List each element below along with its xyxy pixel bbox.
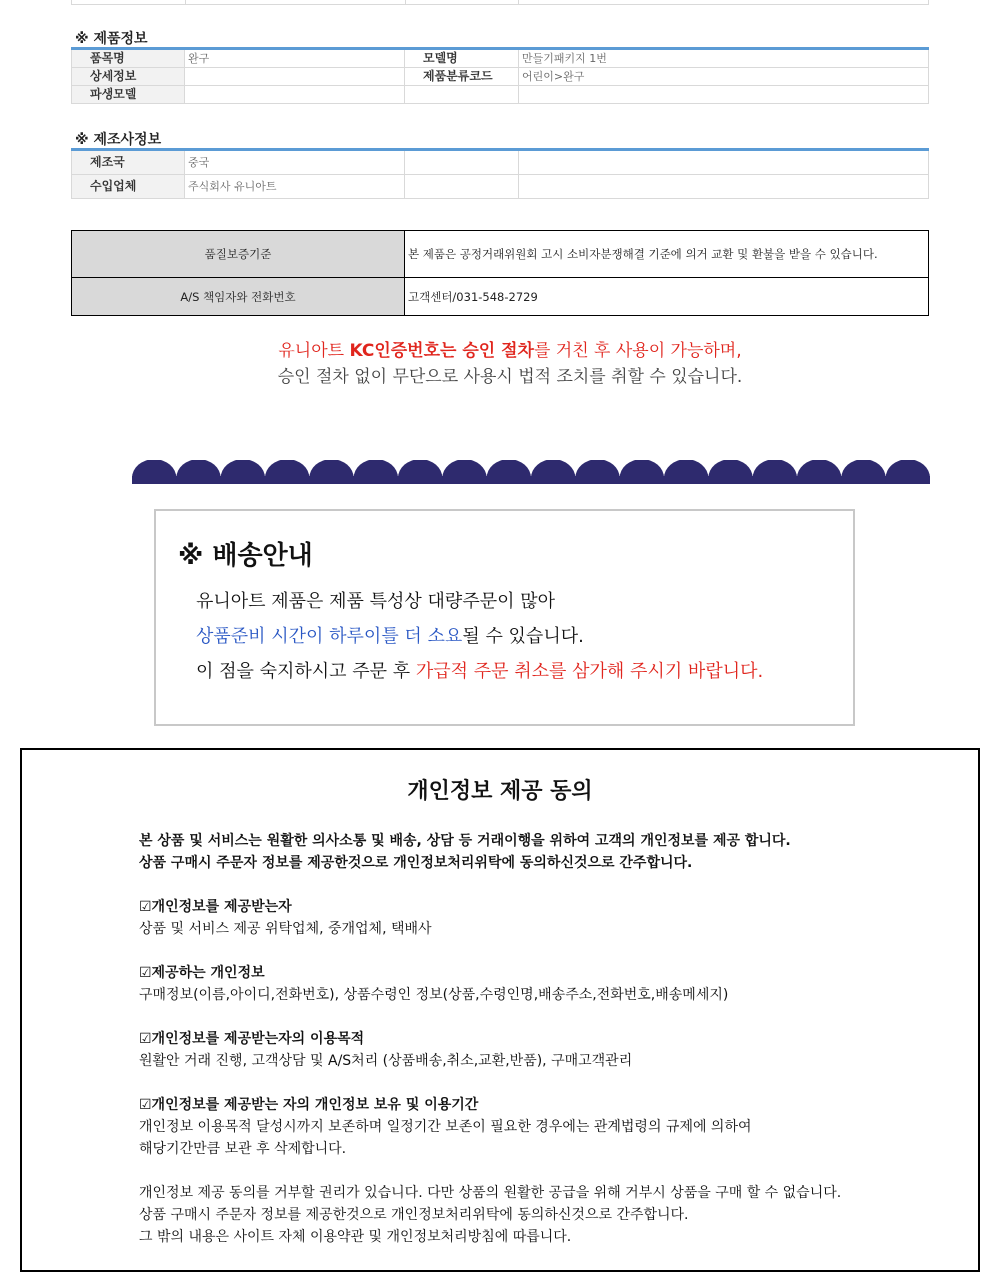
- scallop-shape: [886, 460, 930, 484]
- maker-info-table: [71, 148, 929, 199]
- kc-notice-line2: 승인 절차 없이 무단으로 사용시 법적 조치를 취할 수 있습니다.: [277, 367, 743, 387]
- value-cell: 만들기패키지 1번: [519, 49, 929, 68]
- kc-text-b: KC인증번호는 승인 절차: [349, 341, 534, 361]
- scallop-shape: [176, 460, 220, 484]
- privacy-outro3: 그 밖의 내용은 사이트 자체 이용약관 및 개인정보처리방침에 따릅니다.: [139, 1229, 572, 1245]
- privacy-consent-box: [20, 748, 980, 1272]
- kc-text-a: 유니아트: [278, 341, 350, 361]
- privacy-sec2-body: 구매정보(이름,아이디,전화번호), 상품수령인 정보(상품,수령인명,배송주소,전화번호,배송메세지): [139, 987, 729, 1003]
- label-cell: 모델명: [405, 49, 519, 68]
- privacy-sec3-body: 원활안 거래 진행, 고객상담 및 A/S처리 (상품배송,취소,교환,반품), 구매고객관리: [139, 1053, 633, 1069]
- privacy-sec4-head: ☑개인정보를 제공받는 자의 개인정보 보유 및 이용기간: [139, 1097, 479, 1113]
- scallop-shape: [797, 460, 841, 484]
- value-cell: 본 제품은 공정거래위원회 고시 소비자분쟁해결 기준에 의거 교환 및 환불을 받을 수 있습니다.: [405, 231, 929, 278]
- scallop-shape: [309, 460, 353, 484]
- shipping-line3: [196, 657, 763, 683]
- quality-table: [71, 230, 929, 316]
- value-cell: [185, 86, 405, 104]
- privacy-intro2: 상품 구매시 주문자 정보를 제공한것으로 개인정보처리위탁에 동의하신것으로 간주합니다.: [139, 855, 693, 871]
- privacy-sec2-head: ☑제공하는 개인정보: [139, 965, 265, 981]
- label-cell: 수입업체: [72, 175, 185, 199]
- table-row: [72, 49, 929, 68]
- label-cell: A/S 책임자와 전화번호: [72, 278, 405, 316]
- kc-text-c: 를 거친 후 사용이 가능하며,: [533, 341, 742, 361]
- value-cell: 고객센터/031-548-2729: [405, 278, 929, 316]
- privacy-outro1: 개인정보 제공 동의를 거부할 권리가 있습니다. 다만 상품의 원활한 공급을 위해 거부시 상품을 구매 할 수 없습니다.: [139, 1185, 842, 1201]
- shipping-line1: 유니아트 제품은 제품 특성상 대량주문이 많아: [196, 591, 555, 612]
- shipping-title: ※ 배송안내: [178, 541, 313, 571]
- kc-notice-line1: [10, 338, 1000, 364]
- previous-table-remnant: [71, 0, 929, 5]
- scallop-shape: [531, 460, 575, 484]
- table-row: [72, 175, 929, 199]
- maker-info-title: ※ 제조사정보: [75, 132, 162, 148]
- value-cell: 중국: [185, 150, 405, 175]
- table-row: [72, 68, 929, 86]
- scallop-shape: [354, 460, 398, 484]
- privacy-sec3-head: ☑개인정보를 제공받는자의 이용목적: [139, 1031, 365, 1047]
- privacy-intro1: 본 상품 및 서비스는 원활한 의사소통 및 배송, 상담 등 거래이행을 위하여 고객의 개인정보를 제공 합니다.: [139, 833, 791, 849]
- label-cell: [405, 86, 519, 104]
- value-cell: 주식회사 유니아트: [185, 175, 405, 199]
- label-cell: [405, 175, 519, 199]
- shipping-line2-rest: 될 수 있습니다.: [462, 626, 584, 647]
- scallop-shape: [841, 460, 885, 484]
- scallop-wave-divider: [132, 460, 930, 484]
- value-cell: [519, 150, 929, 175]
- privacy-title: 개인정보 제공 동의: [407, 779, 593, 804]
- value-cell: 완구: [185, 49, 405, 68]
- value-cell: [185, 68, 405, 86]
- scallop-shape: [708, 460, 752, 484]
- table-row: [72, 278, 929, 316]
- value-cell: [519, 86, 929, 104]
- label-cell: 제조국: [72, 150, 185, 175]
- label-cell: 제품분류코드: [405, 68, 519, 86]
- scallop-shape: [398, 460, 442, 484]
- scallop-shape: [753, 460, 797, 484]
- label-cell: 품질보증기준: [72, 231, 405, 278]
- scallop-shape: [132, 460, 176, 484]
- scallop-shape: [664, 460, 708, 484]
- scallop-shape: [265, 460, 309, 484]
- shipping-line3-start: 이 점을 숙지하시고 주문 후: [196, 661, 416, 682]
- label-cell: 상세정보: [72, 68, 185, 86]
- scallop-shape: [442, 460, 486, 484]
- scallop-shape: [221, 460, 265, 484]
- shipping-notice-box: [154, 509, 855, 726]
- label-cell: 품목명: [72, 49, 185, 68]
- label-cell: [405, 150, 519, 175]
- table-row: [72, 86, 929, 104]
- value-cell: 어린이>완구: [519, 68, 929, 86]
- shipping-highlight-red: 가급적 주문 취소를 삼가해 주시기 바랍니다.: [415, 661, 764, 682]
- shipping-highlight-blue: 상품준비 시간이 하루이틀 더 소요: [196, 626, 463, 647]
- scallop-shape: [620, 460, 664, 484]
- scallop-shape: [575, 460, 619, 484]
- table-row: [72, 150, 929, 175]
- privacy-sec1-body: 상품 및 서비스 제공 위탁업체, 중개업체, 택배사: [139, 921, 432, 937]
- product-info-title: ※ 제품정보: [75, 31, 148, 47]
- label-cell: 파생모델: [72, 86, 185, 104]
- value-cell: [519, 175, 929, 199]
- shipping-line2: [196, 622, 584, 648]
- kc-notice: [10, 338, 1000, 390]
- privacy-sec1-head: ☑개인정보를 제공받는자: [139, 899, 292, 915]
- privacy-outro2: 상품 구매시 주문자 정보를 제공한것으로 개인정보처리위탁에 동의하신것으로 간주합니다.: [139, 1207, 689, 1223]
- table-row: [72, 231, 929, 278]
- privacy-sec4-body1: 개인정보 이용목적 달성시까지 보존하며 일정기간 보존이 필요한 경우에는 관계법령의 규제에 의하여: [139, 1119, 752, 1135]
- product-info-table: [71, 47, 929, 104]
- scallop-shape: [487, 460, 531, 484]
- privacy-sec4-body2: 해당기간만큼 보관 후 삭제합니다.: [139, 1141, 347, 1157]
